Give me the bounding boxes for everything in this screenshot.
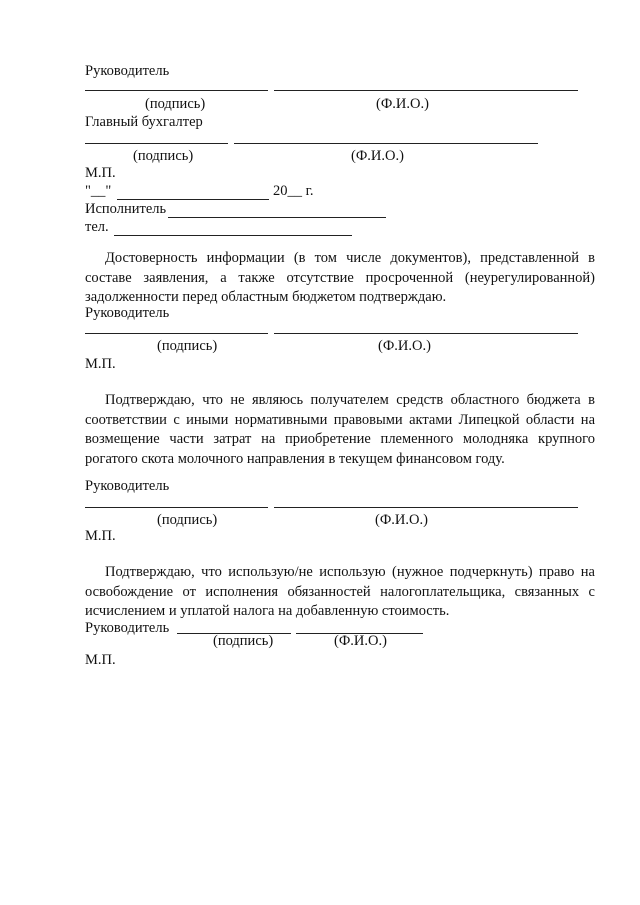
signature-caption-5: (подпись) bbox=[213, 633, 274, 649]
confirmation-paragraph-2: Подтверждаю, что не являюсь получателем средств областного бюджета в соответствии с иными нормативными правовыми актами Липецкой области на возмещение части затрат на приобретение племенного молодняка крупного рогатого скота молочного направления в текущем финансовом году. bbox=[85, 392, 595, 467]
signature-line-1[interactable] bbox=[85, 90, 268, 91]
head-label-5: Руководитель bbox=[85, 620, 170, 636]
phone-label: тел. bbox=[85, 219, 109, 235]
name-line-4[interactable] bbox=[274, 507, 578, 508]
signature-line-3[interactable] bbox=[85, 333, 268, 334]
signature-line-4[interactable] bbox=[85, 507, 268, 508]
executor-label: Исполнитель bbox=[85, 201, 167, 217]
name-line-1[interactable] bbox=[274, 90, 578, 91]
stamp-mark-4: М.П. bbox=[85, 652, 116, 668]
signature-caption-2: (подпись) bbox=[133, 148, 194, 164]
date-year[interactable]: 20__ г. bbox=[273, 183, 314, 199]
confirmation-paragraph-3: Подтверждаю, что использую/не использую (нужное подчеркнуть) право на освобождение от исполнения обязанностей налогоплательщика, связанных с исчислением и уплатой налога на добавленную стоимость. bbox=[85, 564, 595, 619]
date-day[interactable]: "__" bbox=[85, 183, 112, 199]
name-caption-3: (Ф.И.О.) bbox=[378, 338, 431, 354]
stamp-mark-3: М.П. bbox=[85, 528, 116, 544]
stamp-mark-2: М.П. bbox=[85, 356, 116, 372]
phone-line[interactable] bbox=[114, 235, 352, 236]
executor-line[interactable] bbox=[168, 217, 386, 218]
name-line-3[interactable] bbox=[274, 333, 578, 334]
signature-caption-3: (подпись) bbox=[157, 338, 218, 354]
name-caption-4: (Ф.И.О.) bbox=[375, 512, 428, 528]
date-month-line[interactable] bbox=[117, 199, 269, 200]
signature-caption-1: (подпись) bbox=[145, 96, 206, 112]
confirmation-paragraph-1: Достоверность информации (в том числе документов), представленной в составе заявления, а также отсутствие просроченной (неурегулированной) задолженности перед областным бюджетом подтверждаю. bbox=[85, 250, 595, 305]
signature-caption-4: (подпись) bbox=[157, 512, 218, 528]
name-caption-5: (Ф.И.О.) bbox=[334, 633, 387, 649]
name-line-2[interactable] bbox=[234, 143, 538, 144]
head-label-1: Руководитель bbox=[85, 63, 170, 79]
chief-accountant-label: Главный бухгалтер bbox=[85, 114, 203, 130]
signature-line-2[interactable] bbox=[85, 143, 228, 144]
stamp-mark-1: М.П. bbox=[85, 165, 116, 181]
head-label-3: Руководитель bbox=[85, 305, 170, 321]
name-caption-2: (Ф.И.О.) bbox=[351, 148, 404, 164]
name-caption-1: (Ф.И.О.) bbox=[376, 96, 429, 112]
head-label-4: Руководитель bbox=[85, 478, 170, 494]
